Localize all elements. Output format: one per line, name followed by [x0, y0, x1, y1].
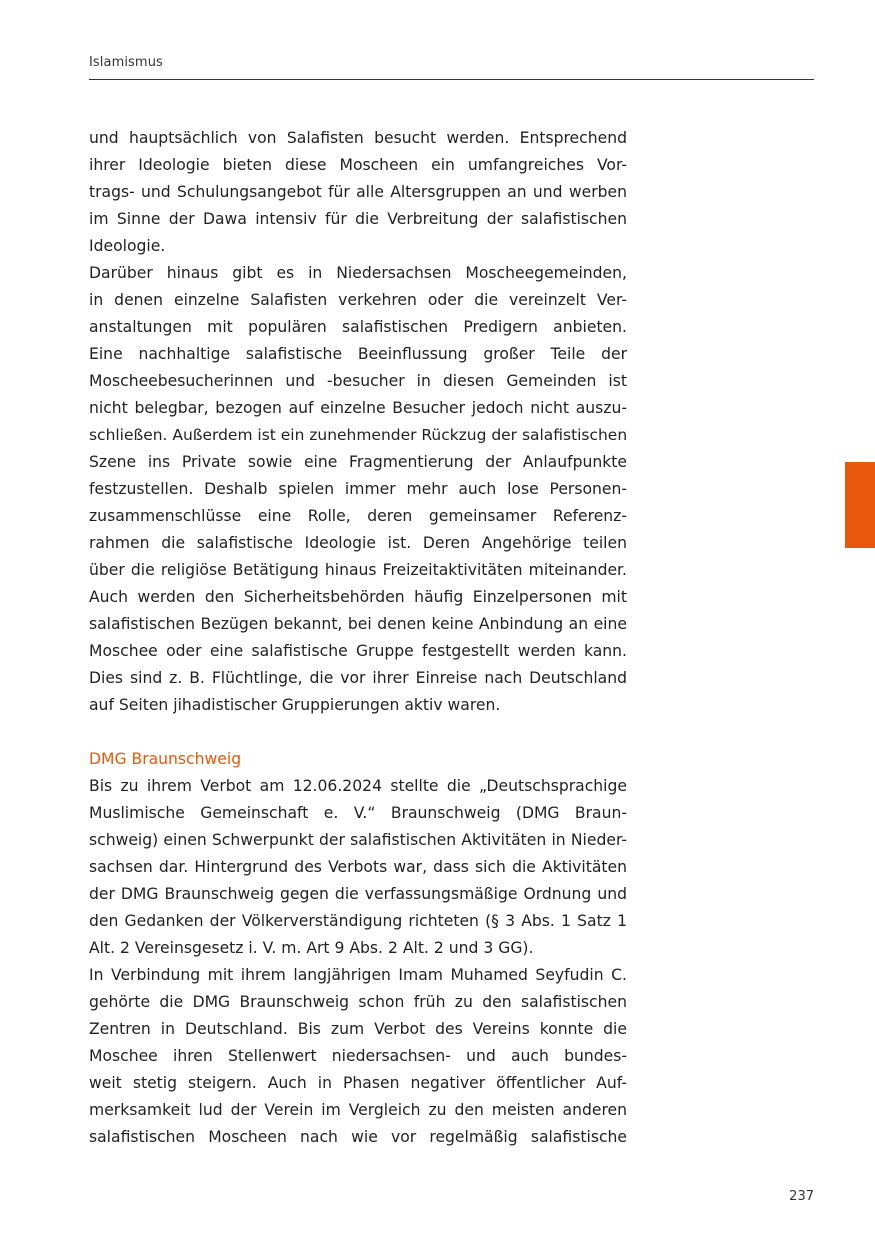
paragraph-4	[89, 962, 627, 1151]
text-line: gehörte die DMG Braunschweig schon früh zu den salafistischen	[89, 993, 627, 1011]
text-line: Auch werden den Sicherheitsbehörden häufig Einzelpersonen mit	[89, 588, 627, 606]
running-header: Islamismus	[89, 55, 163, 70]
text-line: salafistischen Moscheen nach wie vor regelmäßig salafistische	[89, 1128, 627, 1146]
text-line: Szene ins Private sowie eine Fragmentierung der Anlaufpunkte	[89, 453, 627, 471]
text-line: Darüber hinaus gibt es in Niedersachsen Moscheegemeinden,	[89, 264, 627, 282]
body-text	[89, 125, 627, 1151]
text-line: schließen. Außerdem ist ein zunehmender Rückzug der salafistischen	[89, 426, 628, 444]
text-line: in denen einzelne Salafisten verkehren oder die vereinzelt Ver-	[89, 291, 627, 309]
text-line: der DMG Braunschweig gegen die verfassungsmäßige Ordnung und	[89, 885, 627, 903]
text-line: Bis zu ihrem Verbot am 12.06.2024 stellte die „Deutschsprachige	[89, 777, 627, 795]
text-line: Moscheebesucherinnen und -besucher in diesen Gemeinden ist	[89, 372, 627, 390]
text-line: Ideologie.	[89, 237, 166, 255]
text-line: sachsen dar. Hintergrund des Verbots war, dass sich die Aktivitäten	[89, 858, 627, 876]
text-line: Muslimische Gemeinschaft e. V.“ Braunschweig (DMG Braun-	[89, 804, 627, 822]
text-line: Moschee ihren Stellenwert niedersachsen- und auch bundes-	[89, 1047, 627, 1065]
text-line: den Gedanken der Völkerverständigung richteten (§ 3 Abs. 1 Satz 1	[89, 912, 627, 930]
text-line: Dies sind z. B. Flüchtlinge, die vor ihrer Einreise nach Deutschland	[89, 669, 627, 687]
section-heading: DMG Braunschweig	[89, 750, 242, 768]
text-line: weit stetig steigern. Auch in Phasen negativer öffentlicher Auf-	[89, 1074, 627, 1092]
paragraph-2	[89, 260, 627, 719]
text-line: im Sinne der Dawa intensiv für die Verbreitung der salafistischen	[89, 210, 627, 228]
text-line: festzustellen. Deshalb spielen immer mehr auch lose Personen-	[89, 480, 627, 498]
text-line: Zentren in Deutschland. Bis zum Verbot des Vereins konnte die	[89, 1020, 627, 1038]
text-line: anstaltungen mit populären salafistischen Predigern anbieten.	[89, 318, 627, 336]
text-line: auf Seiten jihadistischer Gruppierungen aktiv waren.	[89, 696, 501, 714]
text-line: Alt. 2 Vereinsgesetz i. V. m. Art 9 Abs. 2 Alt. 2 und 3 GG).	[89, 939, 534, 957]
text-line: trags- und Schulungsangebot für alle Altersgruppen an und werben	[89, 183, 627, 201]
section-spacer	[89, 719, 627, 746]
chapter-side-tab	[845, 462, 875, 548]
text-line: In Verbindung mit ihrem langjährigen Imam Muhamed Seyfudin C.	[89, 966, 627, 984]
text-line: merksamkeit lud der Verein im Vergleich zu den meisten anderen	[89, 1101, 627, 1119]
text-line: rahmen die salafistische Ideologie ist. Deren Angehörige teilen	[89, 534, 627, 552]
text-line: und hauptsächlich von Salafisten besucht werden. Entsprechend	[89, 129, 627, 147]
page-number: 237	[789, 1189, 814, 1204]
text-line: Moschee oder eine salafistische Gruppe festgestellt werden kann.	[89, 642, 627, 660]
text-line: salafistischen Bezügen bekannt, bei denen keine Anbindung an eine	[89, 615, 627, 633]
text-line: über die religiöse Betätigung hinaus Freizeitaktivitäten miteinander.	[89, 561, 627, 579]
text-line: schweig) einen Schwerpunkt der salafistischen Aktivitäten in Nieder-	[89, 831, 627, 849]
paragraph-3	[89, 773, 627, 962]
text-line: Eine nachhaltige salafistische Beeinflussung großer Teile der	[89, 345, 627, 363]
text-line: nicht belegbar, bezogen auf einzelne Besucher jedoch nicht auszu-	[89, 399, 627, 417]
paragraph-1	[89, 125, 627, 260]
text-line: zusammenschlüsse eine Rolle, deren gemeinsamer Referenz-	[89, 507, 627, 525]
text-line: ihrer Ideologie bieten diese Moscheen ein umfangreiches Vor-	[89, 156, 627, 174]
header-rule	[89, 79, 814, 80]
